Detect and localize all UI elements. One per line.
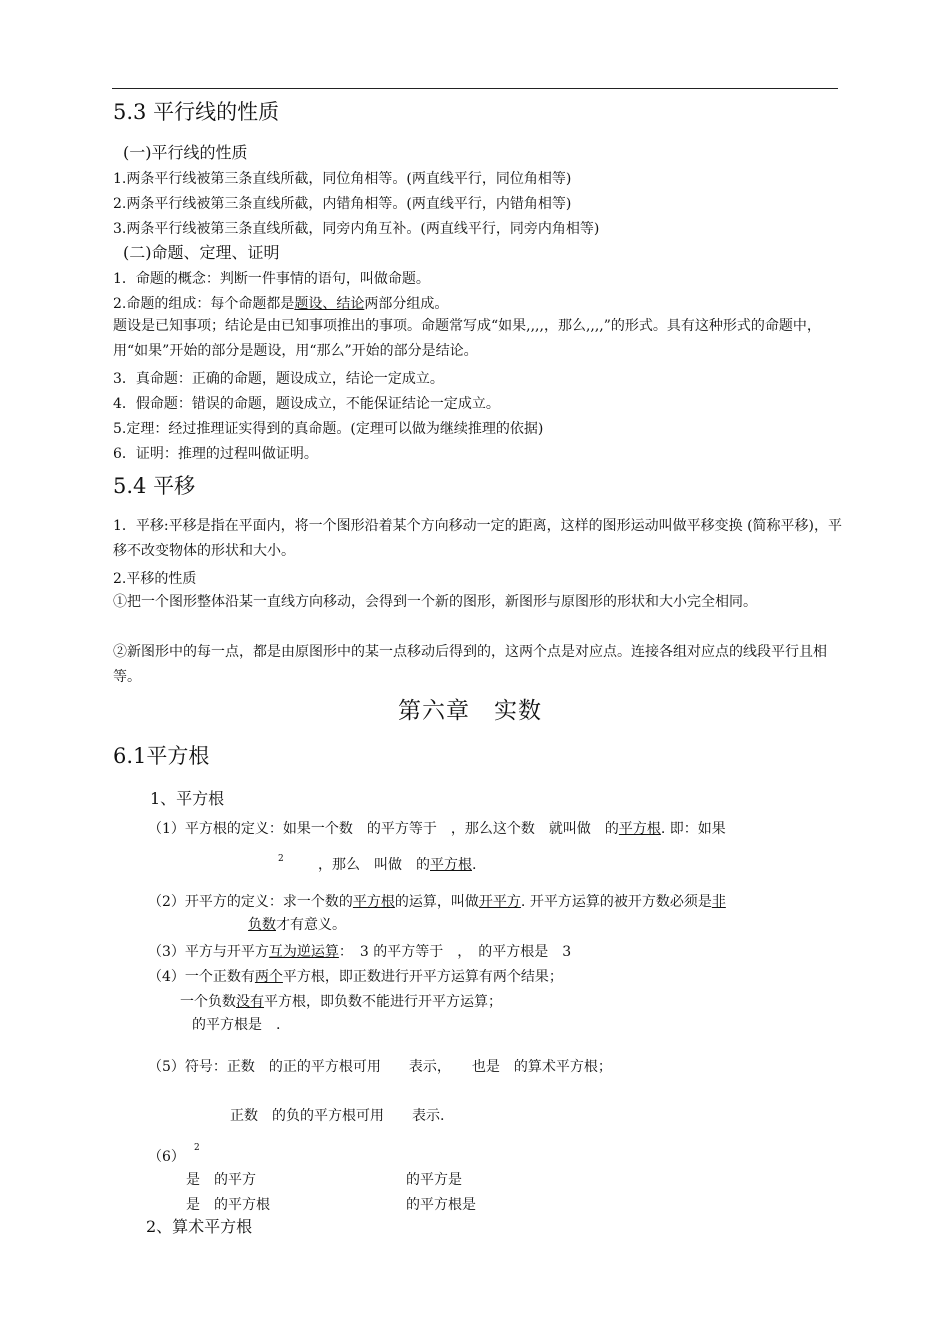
text: （2）开平方的定义：求一个数的: [148, 894, 353, 910]
subsection-title-parallel-properties: (一)平行线的性质: [123, 143, 248, 162]
underlined-term: 平方根: [430, 857, 472, 873]
definition-line: 是 的平方: [186, 1172, 256, 1188]
definition-line: （6）: [148, 1149, 185, 1165]
text: （1）平方根的定义：如果一个数 的平方等于 ，那么这个数 就叫做 的: [148, 821, 619, 837]
subsection-title-arithmetic-square-root: 2、算术平方根: [146, 1217, 253, 1236]
text: 平方根，即正数进行开平方运算有两个结果；: [282, 969, 563, 985]
chapter-title: 第六章 实数: [398, 698, 542, 724]
section-title-6-1: 6.1平方根: [113, 744, 210, 768]
superscript: 2: [194, 1143, 200, 1153]
paragraph: 6．证明：推理的过程叫做证明。: [113, 446, 318, 462]
definition-line: [148, 966, 563, 986]
underlined-term: 平方根: [618, 821, 661, 837]
text: ，那么 叫做 的: [318, 857, 430, 873]
header-rule: [112, 88, 838, 89]
underlined-term: 互为逆运算: [268, 944, 339, 960]
text: 的运算，叫做: [394, 894, 479, 910]
paragraph: ①把一个图形整体沿某一直线方向移动，会得到一个新的图形，新图形与原图形的形状和大小完全相同。: [113, 594, 757, 610]
definition-line: [148, 818, 726, 838]
definition-line: 的平方根是: [406, 1197, 476, 1213]
definition-line: [318, 854, 476, 874]
definition-line: 的平方根是 .: [192, 1017, 281, 1033]
text: 两部分组成。: [364, 296, 449, 312]
definition-line: 是 的平方根: [186, 1197, 270, 1213]
text: . 即：如果: [660, 821, 726, 837]
underlined-term: 平方根: [352, 894, 395, 910]
subsection-title-square-root: 1、平方根: [150, 789, 225, 808]
underlined-term: 题设、结论: [294, 296, 365, 312]
list-item: 1.两条平行线被第三条直线所截，同位角相等。(两直线平行，同位角相等): [113, 171, 572, 187]
text: （4）一个正数有: [148, 969, 255, 985]
text: 平方根，即负数不能进行开平方运算；: [264, 994, 502, 1010]
paragraph: 5.定理：经过推理证实得到的真命题。(定理可以做为继续推理的依据): [113, 421, 544, 437]
list-item: 3.两条平行线被第三条直线所截，同旁内角互补。(两直线平行，同旁内角相等): [113, 221, 600, 237]
underlined-term: 没有: [236, 994, 264, 1010]
paragraph: [113, 293, 448, 313]
definition-line: [148, 941, 571, 961]
paragraph: 1．平移:平移是指在平面内，将一个图形沿着某个方向移动一定的距离，这样的图形运动叫做平移变换 (简称平移)，平移不改变物体的形状和大小。: [113, 518, 842, 559]
paragraph: ②新图形中的每一点，都是由原图形中的某一点移动后得到的，这两个点是对应点。连接各组对应点的线段平行且相等。: [113, 644, 827, 685]
paragraph: 题设是已知事项；结论是由已知事项推出的事项。命题常写成“如果,,,,，那么,,,,”的形式。具有这种形式的命题中，用“如果”开始的部分是题设，用“那么”开始的部分是结论。: [113, 318, 821, 359]
definition-line: [180, 991, 502, 1011]
definition-line: 正数 的负的平方根可用 表示.: [230, 1108, 445, 1124]
paragraph: 4．假命题：错误的命题，题设成立，不能保证结论一定成立。: [113, 396, 500, 412]
paragraph: 1．命题的概念：判断一件事情的语句，叫做命题。: [113, 271, 430, 287]
underlined-term: 非: [711, 894, 726, 910]
list-item: 2.两条平行线被第三条直线所截，内错角相等。(两直线平行，内错角相等): [113, 196, 572, 212]
text: .: [472, 857, 477, 873]
superscript: 2: [278, 854, 284, 864]
subsection-title-propositions: (二)命题、定理、证明: [123, 243, 280, 262]
text: . 开平方运算的被开方数必须是: [520, 894, 712, 910]
section-title-5-4: 5.4 平移: [113, 474, 196, 498]
paragraph: 3．真命题：正确的命题，题设成立，结论一定成立。: [113, 371, 444, 387]
underlined-term: 负数: [248, 917, 276, 933]
section-title-5-3: 5.3 平行线的性质: [113, 100, 280, 124]
definition-line: [148, 891, 726, 911]
text: 2.命题的组成：每个命题都是: [113, 296, 295, 312]
text: ： 3 的平方等于 ， 的平方根是 3: [338, 944, 572, 960]
underlined-term: 两个: [254, 969, 283, 985]
text: 才有意义。: [276, 917, 346, 933]
paragraph: 2.平移的性质: [113, 571, 197, 587]
definition-line: 的平方是: [406, 1172, 462, 1188]
underlined-term: 开平方: [478, 894, 521, 910]
definition-line: （5）符号：正数 的正的平方根可用 表示， 也是 的算术平方根；: [148, 1059, 612, 1075]
text: （3）平方与开平方: [148, 944, 269, 960]
definition-line: [248, 914, 346, 934]
text: 一个负数: [180, 994, 236, 1010]
